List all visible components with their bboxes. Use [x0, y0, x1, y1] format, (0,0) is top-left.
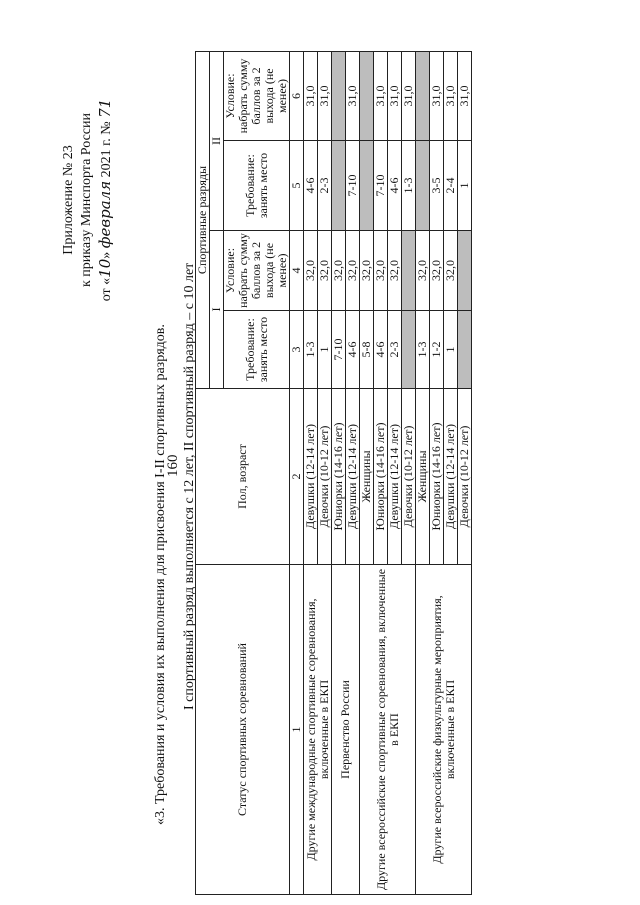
header-rank-1: I: [210, 231, 224, 389]
r2-points-cell: 31,0: [318, 51, 332, 140]
order-number: 71: [96, 98, 114, 118]
r1-place-cell: [458, 311, 472, 389]
sex-age-cell: Девочки (10-12 лет): [402, 389, 416, 565]
r1-place-cell: 1: [444, 311, 458, 389]
r2-place-cell: [416, 141, 430, 231]
header-r1-condition: Условие: набрать сумму баллов за 2 выхода (не менее): [224, 231, 290, 311]
requirements-table: [195, 51, 472, 895]
r2-points-cell: 31,0: [444, 51, 458, 140]
date-prefix: от «: [99, 277, 114, 302]
appendix-title: Приложение № 23: [61, 145, 76, 255]
r2-points-cell: 31,0: [374, 51, 388, 140]
r1-points-cell: [458, 231, 472, 311]
r2-points-cell: [332, 51, 346, 140]
r2-points-cell: 31,0: [388, 51, 402, 140]
sex-age-cell: Юниорки (14-16 лет): [430, 389, 444, 565]
status-cell: Первенство России: [332, 565, 360, 895]
page-number: 160: [165, 454, 181, 477]
status-cell: Другие всероссийские спортивные соревнования, включенные в ЕКП: [360, 565, 416, 895]
r1-place-cell: 2-3: [388, 311, 402, 389]
r2-points-cell: [416, 51, 430, 140]
appendix-header: [60, 55, 116, 345]
r2-place-cell: 2-4: [444, 141, 458, 231]
status-cell: Другие международные спортивные соревнования, включенные в ЕКП: [304, 565, 332, 895]
r1-points-cell: 32,0: [444, 231, 458, 311]
sex-age-cell: Юниорки (14-16 лет): [332, 389, 346, 565]
r2-points-cell: 31,0: [458, 51, 472, 140]
r2-place-cell: 3-5: [430, 141, 444, 231]
r1-points-cell: 32,0: [416, 231, 430, 311]
r1-points-cell: 32,0: [346, 231, 360, 311]
sex-age-cell: Девушки (12-14 лет): [388, 389, 402, 565]
sex-age-cell: Женщины: [360, 389, 374, 565]
r1-place-cell: 1-3: [416, 311, 430, 389]
date-mid: »: [99, 251, 114, 259]
r2-points-cell: 31,0: [346, 51, 360, 140]
col-num-4: 4: [290, 231, 304, 311]
r1-place-cell: 1-3: [304, 311, 318, 389]
header-r1-requirement: Требование: занять место: [224, 311, 290, 389]
sex-age-cell: Девочки (10-12 лет): [458, 389, 472, 565]
r1-points-cell: 32,0: [430, 231, 444, 311]
r2-place-cell: 1: [458, 141, 472, 231]
sex-age-cell: Девушки (12-14 лет): [346, 389, 360, 565]
r1-place-cell: 4-6: [346, 311, 360, 389]
date-day: 10: [96, 258, 114, 278]
r2-place-cell: 4-6: [388, 141, 402, 231]
header-status: Статус спортивных соревнований: [196, 565, 290, 895]
r2-place-cell: 2-3: [318, 141, 332, 231]
r2-points-cell: 31,0: [304, 51, 318, 140]
r1-place-cell: 7-10: [332, 311, 346, 389]
section-intro: «3. Требования и условия их выполнения для присвоения I-II спортивных разрядов.: [153, 324, 168, 825]
appendix-order: к приказу Минспорта России: [79, 113, 94, 287]
r2-points-cell: 31,0: [402, 51, 416, 140]
header-r2-requirement: Требование: занять место: [224, 141, 290, 231]
col-num-1: 1: [290, 565, 304, 895]
r1-points-cell: 32,0: [318, 231, 332, 311]
header-ranks: Спортивные разряды: [196, 51, 210, 388]
r2-place-cell: [360, 141, 374, 231]
col-num-3: 3: [290, 311, 304, 389]
sex-age-cell: Девушки (12-14 лет): [444, 389, 458, 565]
sex-age-cell: Женщины: [416, 389, 430, 565]
r2-place-cell: [332, 141, 346, 231]
r1-place-cell: [402, 311, 416, 389]
sex-age-cell: Юниорки (14-16 лет): [374, 389, 388, 565]
r2-points-cell: [360, 51, 374, 140]
sex-age-cell: Девушки (12-14 лет): [304, 389, 318, 565]
r1-place-cell: 4-6: [374, 311, 388, 389]
col-num-6: 6: [290, 51, 304, 140]
r1-points-cell: 32,0: [360, 231, 374, 311]
r1-points-cell: [402, 231, 416, 311]
appendix-date-line: [96, 55, 116, 345]
r1-points-cell: 32,0: [304, 231, 318, 311]
header-r2-condition: Условие: набрать сумму баллов за 2 выхода (не менее): [224, 51, 290, 140]
status-cell: Другие всероссийские физкультурные мероприятия, включенные в ЕКП: [416, 565, 472, 895]
r1-place-cell: 1-2: [430, 311, 444, 389]
r2-place-cell: 7-10: [374, 141, 388, 231]
col-num-5: 5: [290, 141, 304, 231]
r1-place-cell: 5-8: [360, 311, 374, 389]
col-num-2: 2: [290, 389, 304, 565]
header-sex-age: Пол, возраст: [196, 389, 290, 565]
r2-place-cell: 4-6: [304, 141, 318, 231]
r2-place-cell: 1-3: [402, 141, 416, 231]
date-year: 2021 г. №: [99, 121, 114, 178]
r1-place-cell: 1: [318, 311, 332, 389]
r1-points-cell: 32,0: [388, 231, 402, 311]
header-rank-2: II: [210, 51, 224, 230]
sex-age-cell: Девочки (10-12 лет): [318, 389, 332, 565]
r1-points-cell: 32,0: [332, 231, 346, 311]
r2-place-cell: 7-10: [346, 141, 360, 231]
r2-points-cell: 31,0: [430, 51, 444, 140]
table-subtitle: I спортивный разряд выполняется с 12 лет, II спортивный разряд – с 10 лет: [182, 262, 197, 710]
r1-points-cell: 32,0: [374, 231, 388, 311]
date-month: февраля: [96, 180, 114, 249]
